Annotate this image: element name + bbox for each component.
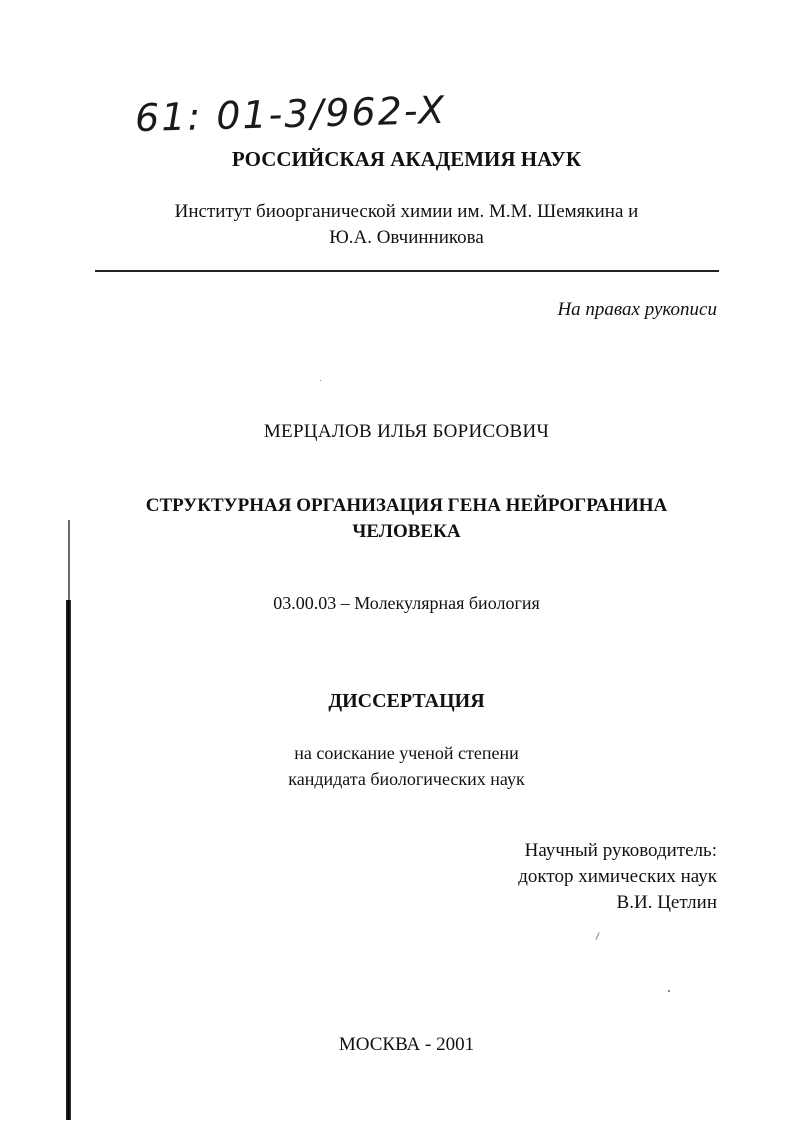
supervisor-name: В.И. Цетлин	[616, 892, 717, 913]
supervisor-degree: доктор химических наук	[518, 866, 717, 887]
academy-heading: РОССИЙСКАЯ АКАДЕМИЯ НАУК	[231, 147, 582, 171]
degree-sought	[10, 740, 793, 792]
author-name: МЕРЦАЛОВ ИЛЬЯ БОРИСОВИЧ	[263, 421, 550, 442]
institute-line-1: Институт биоорганической химии им. М.М. Шемякина и	[174, 201, 639, 222]
institute-line-2: Ю.А. Овчинникова	[329, 227, 484, 248]
degree-line-1: на соискание ученой степени	[294, 743, 519, 763]
city-year: МОСКВА - 2001	[338, 1034, 475, 1055]
scan-speck	[668, 990, 670, 992]
degree-line-2: кандидата биологических наук	[288, 769, 525, 789]
handwritten-catalog-number: 61: 01-3/962-X	[134, 87, 447, 141]
header-divider	[95, 270, 719, 272]
dissertation-title	[10, 493, 793, 545]
rights-note: На правах рукописи	[557, 299, 717, 320]
scan-speck	[595, 932, 599, 940]
scan-speck	[320, 380, 321, 381]
supervisor-label: Научный руководитель:	[524, 840, 717, 861]
title-line-1: СТРУКТУРНАЯ ОРГАНИЗАЦИЯ ГЕНА НЕЙРОГРАНИНА	[145, 495, 668, 516]
title-line-2: ЧЕЛОВЕКА	[352, 521, 461, 542]
institute-name	[10, 199, 793, 251]
specialty-code: 03.00.03 – Молекулярная биология	[273, 593, 540, 613]
document-type: ДИССЕРТАЦИЯ	[328, 690, 485, 712]
supervisor-block	[518, 838, 717, 916]
